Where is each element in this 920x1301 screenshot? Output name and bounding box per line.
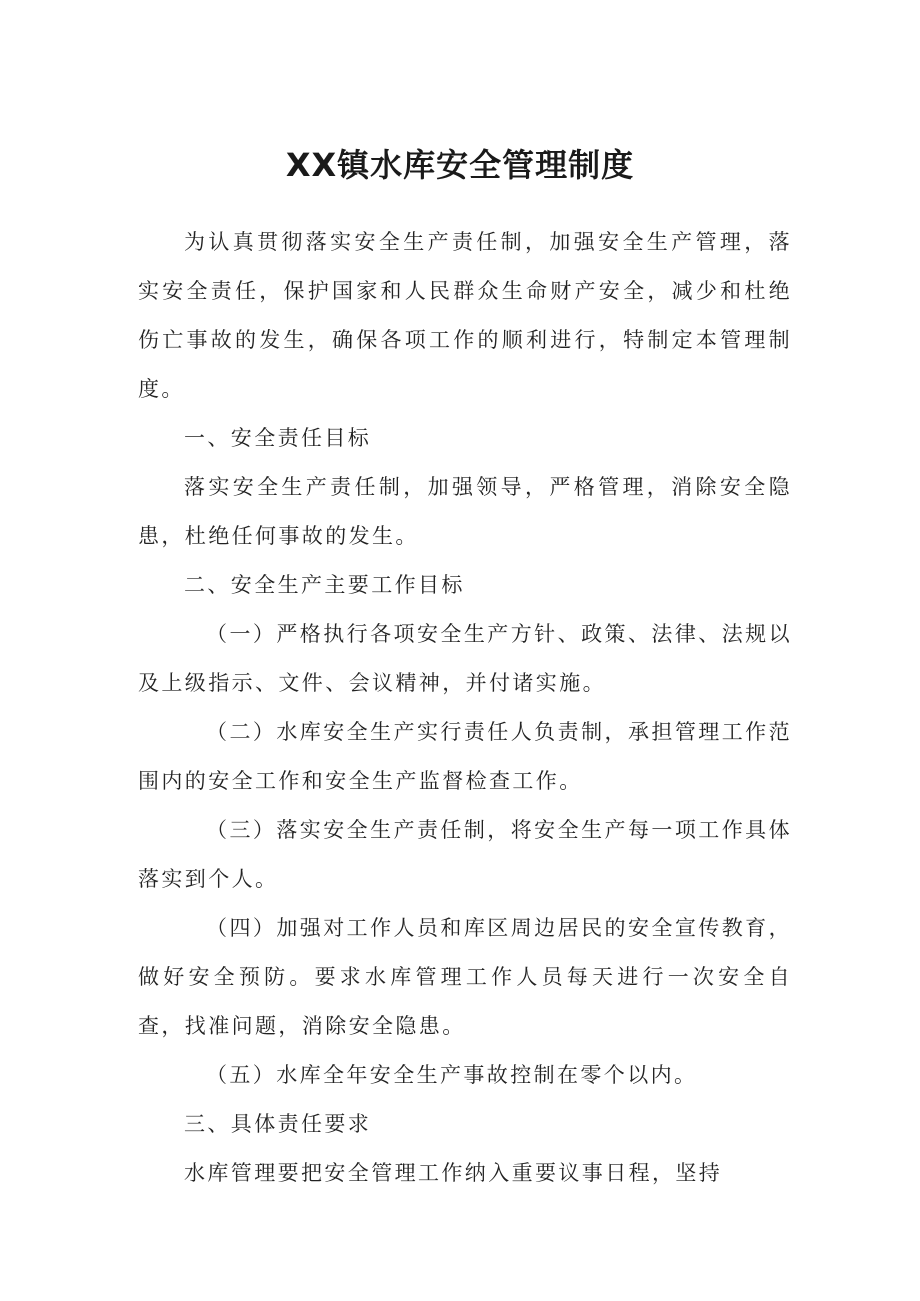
section-heading-1: 一、安全责任目标	[184, 426, 372, 450]
document-title: XX镇水库安全管理制度	[285, 146, 635, 185]
intro-paragraph: 为认真贯彻落实安全生产责任制，加强安全生产管理，落实安全责任，保护国家和人民群众生命财产安全，减少和杜绝伤亡事故的发生，确保各项工作的顺利进行，特制定本管理制度。	[138, 230, 792, 401]
document-body	[138, 218, 792, 1198]
section-3-paragraph: 水库管理要把安全管理工作纳入重要议事日程，坚持	[184, 1161, 723, 1185]
item-3-paragraph: （三）落实安全生产责任制，将安全生产每一项工作具体落实到个人。	[138, 818, 792, 891]
item-2-paragraph: （二）水库安全生产实行责任人负责制，承担管理工作范围内的安全工作和安全生产监督检查工作。	[138, 720, 792, 793]
section-heading-2: 二、安全生产主要工作目标	[184, 573, 465, 597]
section-1-paragraph: 落实安全生产责任制，加强领导，严格管理，消除安全隐患，杜绝任何事故的发生。	[138, 475, 792, 548]
item-1-paragraph: （一）严格执行各项安全生产方针、政策、法律、法规以及上级指示、文件、会议精神，并付诸实施。	[138, 622, 792, 695]
item-5-paragraph: （五）水库全年安全生产事故控制在零个以内。	[206, 1063, 698, 1087]
section-heading-3: 三、具体责任要求	[184, 1112, 372, 1136]
item-4-paragraph: （四）加强对工作人员和库区周边居民的安全宣传教育，做好安全预防。要求水库管理工作人员每天进行一次安全自查，找准问题，消除安全隐患。	[138, 916, 792, 1038]
